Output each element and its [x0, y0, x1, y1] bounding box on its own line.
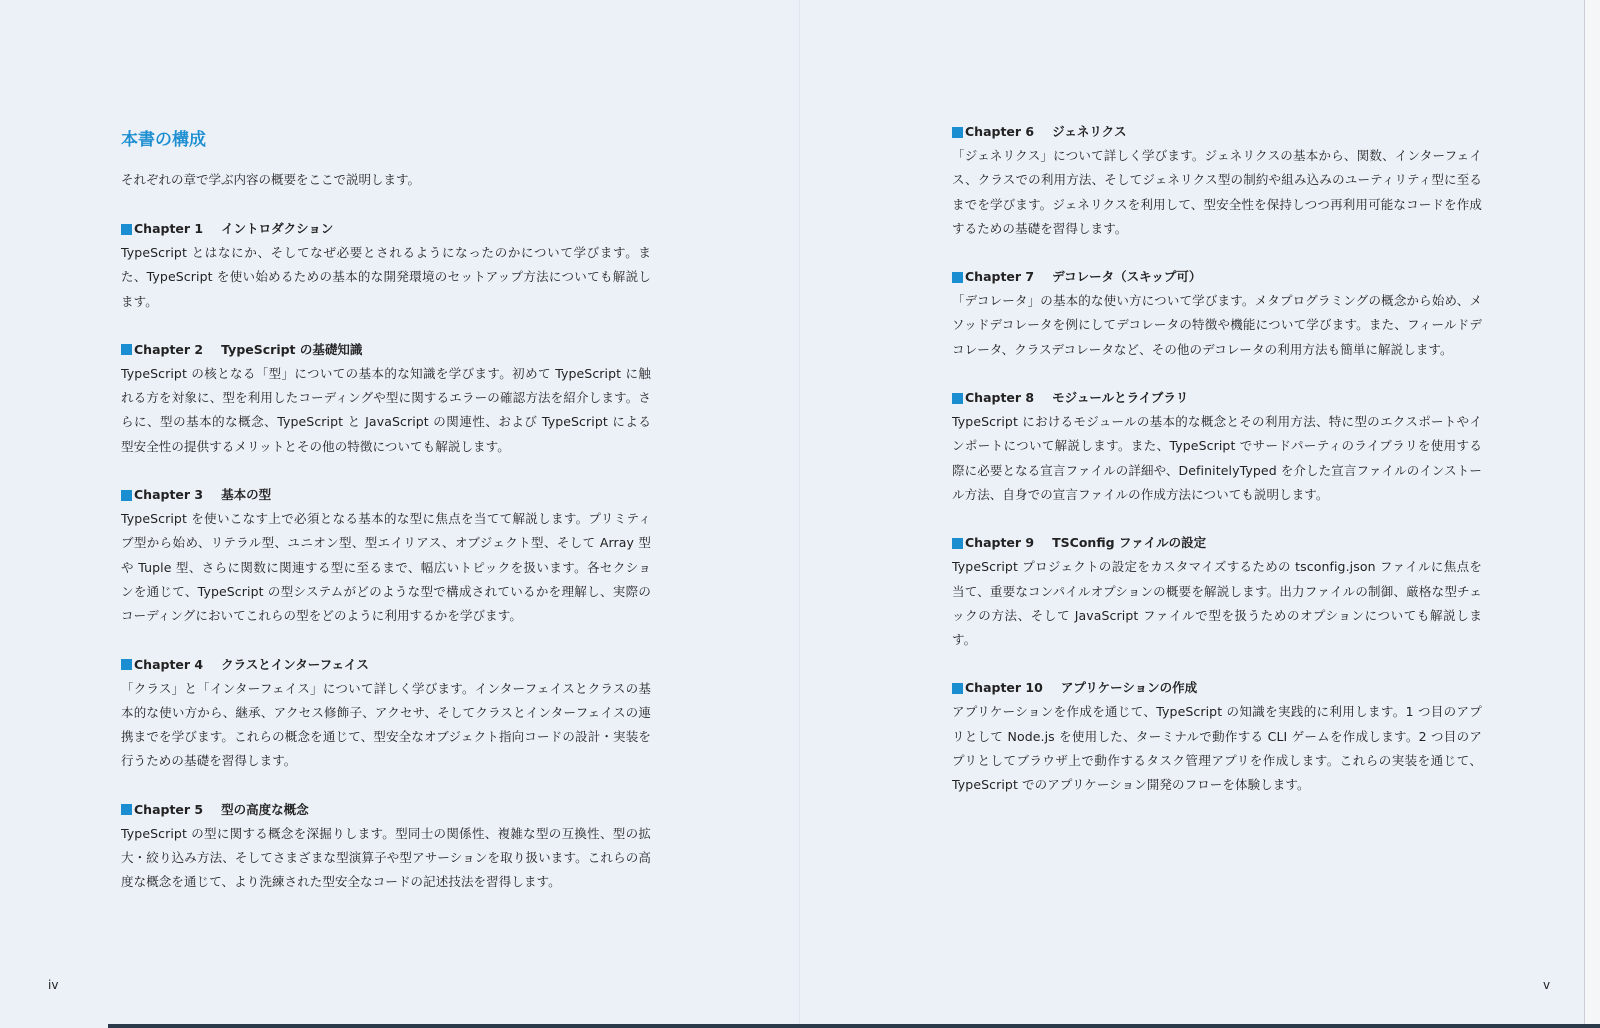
chapter-number: Chapter 5 [134, 801, 204, 817]
chapter-body: TypeScript の型に関する概念を深掘りします。型同士の関係性、複雑な型の互換性、型の拡大・絞り込み方法、そしてさまざまな型演算子や型アサーションを取り扱います。これらの高度な概念を通じて、より洗練された型安全なコードの記述技法を習得します。 [121, 825, 651, 890]
chapter-9 [952, 531, 1482, 652]
chapter-body: TypeScript を使いこなす上で必須となる基本的な型に焦点を当てて解説します。プリミティブ型から始め、リテラル型、ユニオン型、型エイリアス、オブジェクト型、そして Array 型や Tuple 型、さらに関数に関連する型に至るまで、幅広いトピックを扱います。各セクションを通じて、TypeScript の型システムがどのような型で構成されているかを理解し、実際のコーディングにおいてこれらの型をどのように利用するかを学びます。 [121, 511, 651, 624]
chapter-heading [952, 676, 1482, 700]
chapter-4 [121, 653, 651, 774]
chapter-6 [952, 120, 1482, 241]
chapter-heading [952, 265, 1482, 289]
chapter-heading [121, 798, 651, 822]
chapter-heading [121, 338, 651, 362]
chapter-heading [952, 120, 1482, 144]
chapter-3 [121, 483, 651, 628]
chapter-2 [121, 338, 651, 459]
page-number-right: v [1543, 978, 1551, 992]
chapter-number: Chapter 3 [134, 487, 204, 503]
chapter-7 [952, 265, 1482, 362]
square-bullet-icon [952, 538, 963, 549]
chapter-body: TypeScript の核となる「型」についての基本的な知識を学びます。初めて TypeScript に触れる方を対象に、型を利用したコーディングや型に関するエラーの確認方法を紹介します。さらに、型の基本的な概念、TypeScript と JavaScript の関連性、および TypeScript による型安全性の提供するメリットとその他の特徴についても解説します。 [121, 365, 651, 454]
square-bullet-icon [121, 490, 132, 501]
chapter-number: Chapter 4 [134, 656, 204, 672]
chapter-10 [952, 676, 1482, 797]
right-column [952, 120, 1482, 822]
chapter-body: アプリケーションを作成を通じて、TypeScript の知識を実践的に利用します。1 つ目のアプリとして Node.js を使用した、ターミナルで動作する CLI ゲームを作成します。2 つ目のアプリとしてブラウザ上で動作するタスク管理アプリを作成します。これらの実装を通じて、TypeScript でのアプリケーション開発のフローを体験します。 [952, 704, 1482, 793]
square-bullet-icon [121, 659, 132, 670]
chapter-heading [121, 483, 651, 507]
chapter-number: Chapter 2 [134, 341, 204, 357]
chapter-number: Chapter 9 [965, 535, 1035, 551]
chapter-body: TypeScript におけるモジュールの基本的な概念とその利用方法、特に型のエクスポートやインポートについて解説します。また、TypeScript でサードパーティのライブラリを使用する際に必要となる宣言ファイルの詳細や、DefinitelyTyped を介した宣言ファイルのインストール方法、自身での宣言ファイルの作成方法についても説明します。 [952, 414, 1482, 502]
chapter-5 [121, 798, 651, 895]
chapter-title: TypeScript の基礎知識 [221, 341, 363, 357]
chapter-title: 型の高度な概念 [221, 801, 309, 817]
chapter-heading [952, 531, 1482, 555]
chapter-8 [952, 386, 1482, 507]
square-bullet-icon [121, 804, 132, 815]
square-bullet-icon [952, 393, 963, 404]
chapter-title: アプリケーションの作成 [1060, 680, 1198, 696]
chapter-number: Chapter 10 [965, 680, 1043, 696]
chapter-number: Chapter 8 [965, 390, 1035, 406]
chapter-heading [121, 653, 651, 677]
square-bullet-icon [121, 224, 132, 235]
page-edge [1584, 0, 1600, 1028]
chapter-1 [121, 217, 651, 314]
chapter-title: イントロダクション [221, 221, 334, 236]
chapter-title: TSConfig ファイルの設定 [1052, 535, 1207, 551]
square-bullet-icon [952, 683, 963, 694]
chapter-body: 「ジェネリクス」について詳しく学びます。ジェネリクスの基本から、関数、インターフェイス、クラスでの利用方法、そしてジェネリクス型の制約や組み込みのユーティリティ型に至るまでを学びます。ジェネリクスを利用して、型安全性を保持しつつ再利用可能なコードを作成するための基礎を習得します。 [952, 148, 1482, 236]
chapter-title: 基本の型 [221, 487, 272, 503]
chapter-title: モジュールとライブラリ [1052, 390, 1189, 406]
chapter-body: TypeScript プロジェクトの設定をカスタマイズするための tsconfig.json ファイルに焦点を当て、重要なコンパイルオプションの概要を解説します。出力ファイルの制御、厳格な型チェックの方法、そして JavaScript ファイルで型を扱うためのオプションについても解説します。 [952, 559, 1482, 648]
chapter-title: デコレータ（スキップ可） [1052, 269, 1202, 285]
chapter-body: TypeScript とはなにか、そしてなぜ必要とされるようになったのかについて学びます。また、TypeScript を使い始めるための基本的な開発環境のセットアップ方法についても解説します。 [121, 245, 651, 309]
chapter-title: クラスとインターフェイス [221, 656, 369, 672]
chapter-number: Chapter 7 [965, 269, 1035, 285]
chapter-heading [952, 386, 1482, 410]
page-number-left: iv [48, 978, 59, 992]
square-bullet-icon [952, 127, 963, 138]
chapter-number: Chapter 6 [965, 124, 1035, 139]
chapter-body: 「デコレータ」の基本的な使い方について学びます。メタプログラミングの概念から始め、メソッドデコレータを例にしてデコレータの特徴や機能について学びます。また、フィールドデコレータ、クラスデコレータなど、その他のデコレータの利用方法も簡単に解説します。 [952, 293, 1482, 357]
chapter-body: 「クラス」と「インターフェイス」について詳しく学びます。インターフェイスとクラスの基本的な使い方から、継承、アクセス修飾子、アクセサ、そしてクラスとインターフェイスの連携までを学びます。これらの概念を通じて、型安全なオブジェクト指向コードの設計・実装を行うための基礎を習得します。 [121, 680, 651, 769]
chapter-heading [121, 217, 651, 241]
square-bullet-icon [121, 344, 132, 355]
intro-text: それぞれの章で学ぶ内容の概要をここで説明します。 [121, 172, 421, 187]
chapter-number: Chapter 1 [134, 221, 204, 236]
bottom-strip [108, 1024, 1600, 1028]
square-bullet-icon [952, 272, 963, 283]
page-title: 本書の構成 [121, 130, 206, 150]
left-column [121, 128, 651, 919]
chapter-title: ジェネリクス [1052, 124, 1127, 139]
